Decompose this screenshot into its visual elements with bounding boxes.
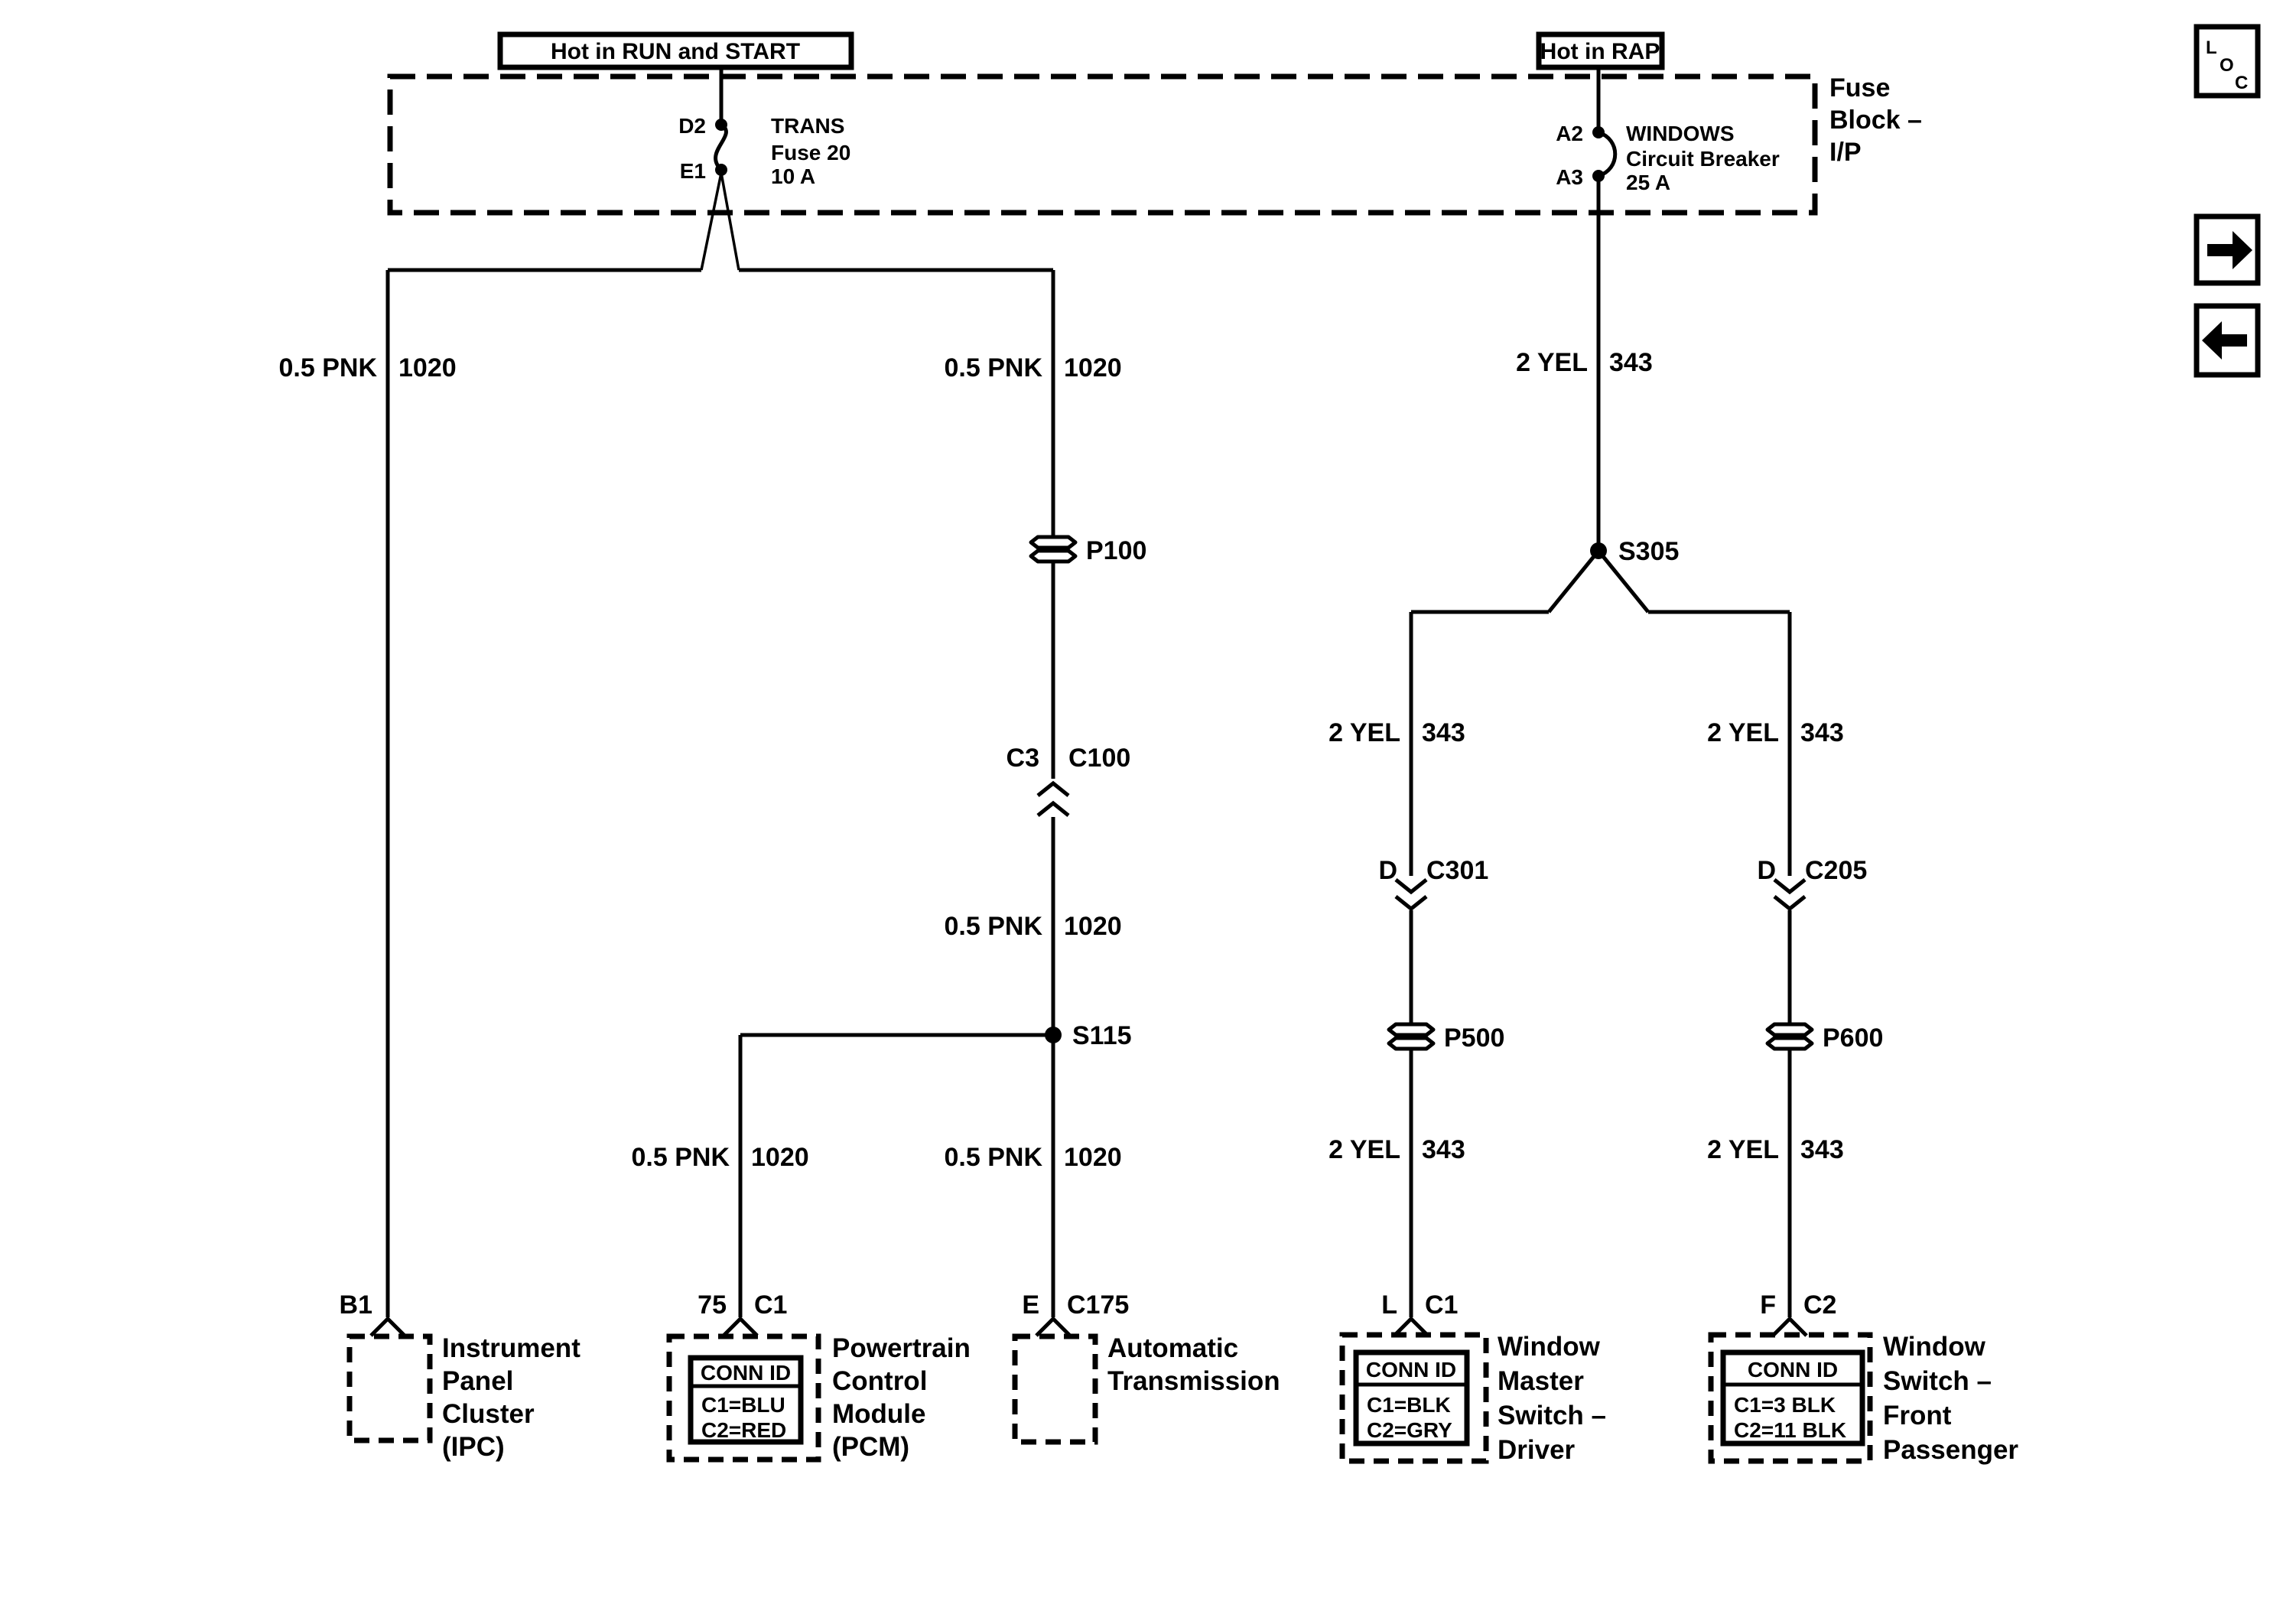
wsfp-conn-id-row2: C2=11 BLK (1734, 1418, 1847, 1442)
grommet-p600-bottom (1768, 1038, 1812, 1049)
label-pcm-circuit: 1020 (751, 1143, 809, 1172)
label-ipc-circuit: 1020 (398, 353, 457, 382)
ipc-name-line4: (IPC) (442, 1432, 505, 1462)
fuse-block-outline (390, 76, 1815, 213)
pcm-pin-label: 75 (698, 1290, 727, 1320)
c301-right-label: C301 (1426, 856, 1489, 885)
power-source-rap (1539, 34, 1662, 67)
breaker-name-line1: WINDOWS (1626, 122, 1735, 145)
splice-s305-label: S305 (1618, 537, 1680, 566)
pcm-conn-id-row2: C2=RED (701, 1418, 787, 1442)
component-wms (1342, 1290, 1606, 1465)
label-feed-mid-wire: 0.5 PNK (944, 912, 1042, 941)
fuse-block-name-line1: Fuse (1829, 73, 1891, 103)
ipc-outline (350, 1336, 430, 1440)
grommet-p500-bottom (1389, 1038, 1433, 1049)
label-passenger-lower-circuit: 343 (1800, 1135, 1844, 1164)
fuse-pin-bottom: E1 (679, 159, 706, 183)
pcm-conn-id-header: CONN ID (700, 1361, 792, 1385)
label-driver-upper-circuit: 343 (1422, 718, 1465, 747)
fuse-fork-left (701, 173, 721, 270)
pcm-conn-id-row1: C1=BLU (701, 1393, 785, 1417)
label-rap-feed-circuit: 343 (1609, 348, 1653, 377)
label-rap-feed-wire: 2 YEL (1516, 348, 1588, 377)
grommet-p100-label: P100 (1086, 536, 1147, 565)
trans-name-line2: Transmission (1107, 1366, 1280, 1396)
trans-conn-label: C175 (1067, 1290, 1130, 1320)
c100-chevron-up-1 (1038, 783, 1068, 796)
trans-outline (1015, 1336, 1095, 1442)
grommet-p600-top (1768, 1024, 1812, 1035)
fuse-block-name-line3: I/P (1829, 138, 1862, 167)
pcm-conn-label: C1 (754, 1290, 788, 1320)
fuse-name-line2: Fuse 20 (771, 141, 851, 164)
connector-c301 (1378, 856, 1488, 909)
c205-left-label: D (1757, 856, 1776, 885)
run-start-label: Hot in RUN and START (550, 39, 801, 64)
label-ipc-wire: 0.5 PNK (278, 353, 377, 382)
breaker-name-line2: Circuit Breaker (1626, 147, 1780, 171)
trans-pin-label: E (1022, 1290, 1039, 1320)
c301-left-label: D (1378, 856, 1397, 885)
label-passenger-lower-wire: 2 YEL (1707, 1135, 1779, 1164)
component-ipc (340, 1290, 581, 1462)
next-page-button[interactable] (2197, 216, 2258, 283)
grommet-p500-top (1389, 1024, 1433, 1035)
grommet-p600-label: P600 (1823, 1024, 1884, 1053)
fuse-fork-right (721, 173, 739, 270)
c205-chevron-down-2 (1774, 897, 1805, 909)
splices (1045, 537, 1679, 1050)
wsfp-name-line4: Passenger (1883, 1435, 2019, 1465)
label-driver-lower-wire: 2 YEL (1328, 1135, 1400, 1164)
left-arrow-icon (2202, 321, 2247, 360)
pcm-name-line1: Powertrain (832, 1333, 971, 1363)
breaker-pin-top: A2 (1556, 122, 1583, 145)
trans-name-line1: Automatic (1107, 1333, 1239, 1363)
connector-c100 (1007, 744, 1131, 815)
wsfp-name-line3: Front (1883, 1401, 1952, 1430)
wms-conn-label: C1 (1425, 1290, 1459, 1320)
c100-chevron-up-2 (1038, 803, 1068, 815)
trans-fuse (678, 114, 850, 188)
rap-label: Hot in RAP (1540, 39, 1660, 64)
label-driver-lower-circuit: 343 (1422, 1135, 1465, 1164)
label-driver-upper-wire: 2 YEL (1328, 718, 1400, 747)
loc-button[interactable] (2197, 27, 2258, 96)
label-trans-circuit: 1020 (1064, 1143, 1122, 1172)
wms-conn-id-header: CONN ID (1365, 1358, 1457, 1382)
wire-labels (279, 348, 1844, 1172)
label-passenger-upper-circuit: 343 (1800, 718, 1844, 747)
wms-name-line1: Window (1498, 1332, 1600, 1362)
loc-letter-l: L (2206, 37, 2217, 58)
wires (388, 67, 1790, 1317)
grommet-p500 (1389, 1024, 1504, 1053)
grommet-p500-label: P500 (1444, 1024, 1505, 1053)
splice-s305-dot (1590, 542, 1607, 559)
c301-chevron-down-2 (1396, 897, 1426, 909)
c205-right-label: C205 (1805, 856, 1868, 885)
fuse-terminal-e1-dot (715, 164, 727, 176)
ipc-name-line1: Instrument (442, 1333, 581, 1363)
grommet-p100 (1031, 536, 1146, 565)
label-pcm-wire: 0.5 PNK (631, 1143, 730, 1172)
fuse-terminal-d2-dot (715, 119, 727, 131)
loc-letter-o: O (2220, 55, 2234, 76)
wms-name-line4: Driver (1498, 1435, 1576, 1465)
pcm-terminal-chevron (724, 1319, 757, 1336)
fuse-pin-top: D2 (678, 114, 706, 138)
loc-letter-c: C (2235, 73, 2249, 93)
label-passenger-upper-wire: 2 YEL (1707, 718, 1779, 747)
breaker-terminal-a2-dot (1592, 126, 1605, 138)
label-feed-top-circuit: 1020 (1064, 353, 1122, 382)
s305-fork-left (1549, 551, 1598, 612)
wsfp-conn-id-row1: C1=3 BLK (1734, 1393, 1836, 1417)
splice-s115-dot (1045, 1027, 1062, 1043)
breaker-terminal-a3-dot (1592, 170, 1605, 182)
fuse-name-line1: TRANS (771, 114, 845, 138)
grommet-p600 (1768, 1024, 1883, 1053)
component-pcm (669, 1290, 971, 1462)
grommet-p100-bottom (1031, 551, 1075, 561)
power-source-run-start (500, 34, 851, 67)
fuse-block (390, 73, 1922, 213)
splice-s115-label: S115 (1072, 1021, 1132, 1050)
grommet-p100-top (1031, 537, 1075, 548)
fuse-block-name-line2: Block – (1829, 106, 1922, 135)
ipc-terminal-chevron (371, 1319, 405, 1336)
ipc-name-line2: Panel (442, 1366, 514, 1396)
connector-c205 (1757, 856, 1867, 909)
pcm-name-line4: (PCM) (832, 1432, 910, 1462)
ipc-pin-label: B1 (339, 1290, 372, 1320)
wms-conn-id-row2: C2=GRY (1367, 1418, 1452, 1442)
c100-left-label: C3 (1006, 744, 1039, 773)
previous-page-button[interactable] (2197, 306, 2258, 375)
wms-name-line3: Switch – (1498, 1401, 1606, 1430)
c205-chevron-down-1 (1774, 880, 1805, 892)
c301-chevron-down-1 (1396, 880, 1426, 892)
wsfp-conn-label: C2 (1803, 1290, 1837, 1320)
breaker-name-line3: 25 A (1626, 171, 1671, 194)
wms-pin-label: L (1381, 1290, 1397, 1320)
ipc-name-line3: Cluster (442, 1399, 535, 1429)
label-trans-wire: 0.5 PNK (944, 1143, 1042, 1172)
wsfp-name-line1: Window (1883, 1332, 1985, 1362)
windows-circuit-breaker (1556, 122, 1780, 194)
label-feed-mid-circuit: 1020 (1064, 912, 1122, 941)
pcm-name-line2: Control (832, 1366, 928, 1396)
fuse-element-curve (716, 125, 727, 170)
trans-terminal-chevron (1036, 1319, 1070, 1336)
pcm-name-line3: Module (832, 1399, 926, 1429)
nav-buttons (2197, 27, 2258, 375)
wsfp-name-line2: Switch – (1883, 1366, 1992, 1396)
breaker-pin-bottom: A3 (1556, 165, 1583, 189)
component-wsfp (1711, 1290, 2018, 1465)
wsfp-conn-id-header: CONN ID (1747, 1358, 1839, 1382)
fuse-name-line3: 10 A (771, 164, 816, 188)
wms-name-line2: Master (1498, 1366, 1584, 1396)
wsfp-pin-label: F (1760, 1290, 1776, 1320)
right-arrow-icon (2207, 231, 2252, 269)
wms-conn-id-row1: C1=BLK (1367, 1393, 1451, 1417)
breaker-element-curve (1598, 132, 1615, 176)
c100-right-label: C100 (1068, 744, 1131, 773)
inline-connectors (1007, 744, 1868, 909)
label-feed-top-wire: 0.5 PNK (944, 353, 1042, 382)
